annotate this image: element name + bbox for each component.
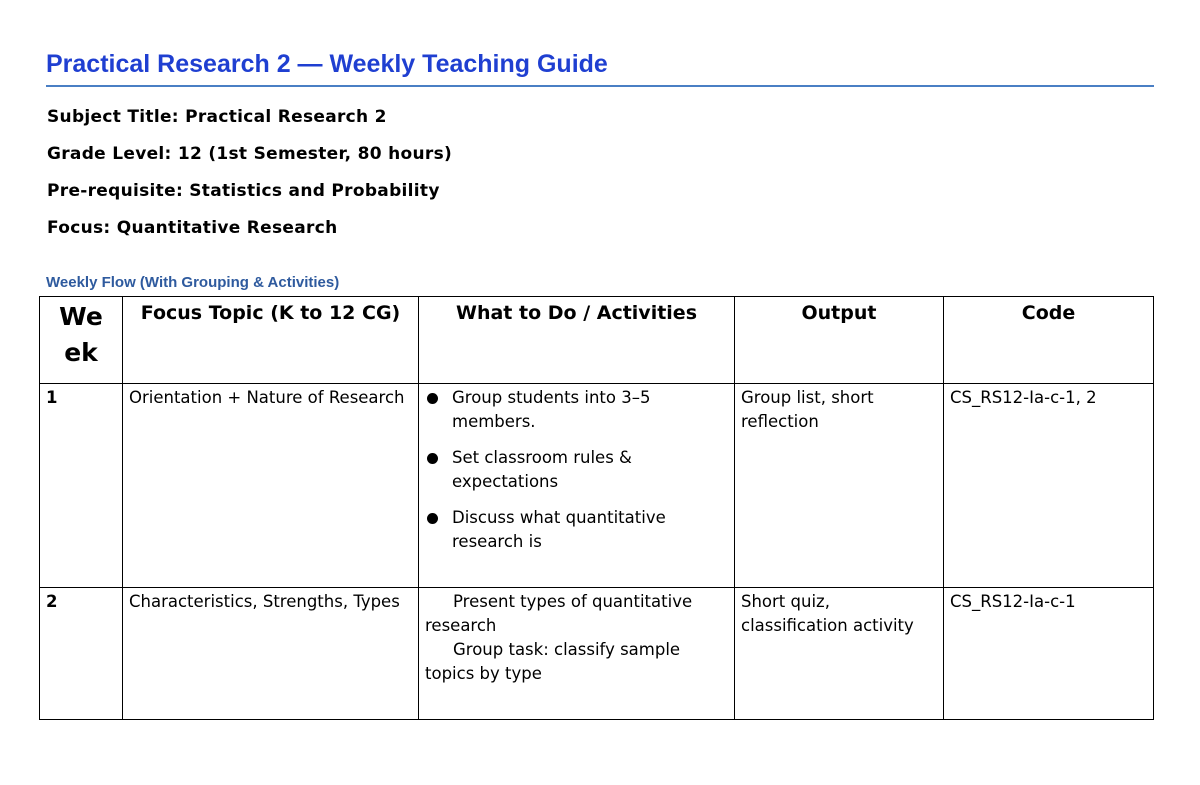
week-number: 2	[40, 588, 123, 720]
activity-text: Group students into 3–5 members.	[452, 388, 651, 431]
title-rule	[46, 85, 1154, 87]
focus-topic: Characteristics, Strengths, Types	[123, 588, 419, 720]
bullet-icon	[427, 453, 438, 464]
output-cell: Group list, short reflection	[735, 384, 944, 588]
subject-title: Subject Title: Practical Research 2	[47, 107, 387, 127]
table-row	[40, 588, 1154, 720]
page-title: Practical Research 2 — Weekly Teaching Guide	[46, 50, 608, 78]
focus: Focus: Quantitative Research	[47, 218, 338, 238]
code-cell: CS_RS12-Ia-c-1, 2	[944, 384, 1154, 588]
output-cell: Short quiz, classification activity	[735, 588, 944, 720]
activities-cell	[419, 588, 735, 720]
header-output: Output	[735, 297, 944, 384]
grade-level: Grade Level: 12 (1st Semester, 80 hours)	[47, 144, 453, 164]
activities-list	[425, 386, 728, 554]
list-item	[425, 506, 728, 554]
list-item: Present types of quantitative research	[425, 592, 693, 635]
header-week: We ek	[40, 297, 123, 384]
bullet-icon	[427, 393, 438, 404]
bullet-icon	[427, 513, 438, 524]
focus-topic: Orientation + Nature of Research	[123, 384, 419, 588]
header-code: Code	[944, 297, 1154, 384]
activity-text: Discuss what quantitative research is	[452, 508, 666, 551]
list-item: Group task: classify sample topics by type	[425, 640, 681, 683]
table-header-row	[40, 297, 1154, 384]
section-heading: Weekly Flow (With Grouping & Activities)	[46, 274, 340, 291]
prerequisite: Pre-requisite: Statistics and Probability	[47, 181, 440, 201]
week-number: 1	[40, 384, 123, 588]
list-item	[425, 446, 728, 494]
header-topic: Focus Topic (K to 12 CG)	[123, 297, 419, 384]
activities-cell	[419, 384, 735, 588]
code-cell: CS_RS12-Ia-c-1	[944, 588, 1154, 720]
weekly-flow-table	[39, 296, 1154, 720]
activity-text: Set classroom rules & expectations	[452, 448, 632, 491]
table-row	[40, 384, 1154, 588]
list-item	[425, 386, 728, 434]
header-activities: What to Do / Activities	[419, 297, 735, 384]
